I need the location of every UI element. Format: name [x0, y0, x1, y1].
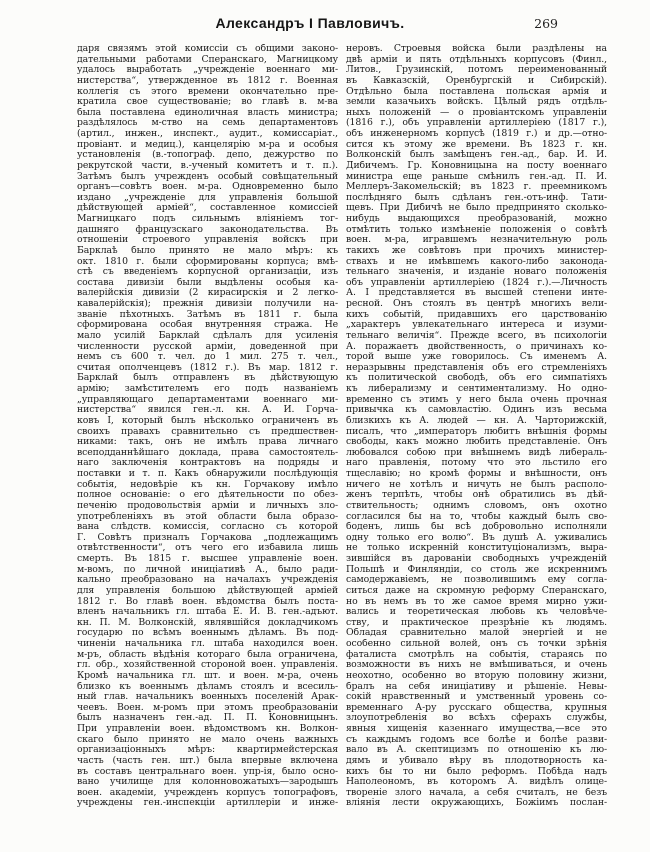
text-line: окт. 1810 г. были сформированы корпуса; вмѣ- — [77, 256, 338, 267]
text-line: съ каждымъ годомъ все болѣе и болѣе разви- — [346, 734, 607, 745]
text-line: Г. Совѣтъ призналъ Горчакова „подлежащимъ — [77, 532, 338, 543]
text-line: издано „учрежденіе для управленія большой — [77, 192, 338, 203]
text-line: но въ немъ въ то же самое время мирно ужи- — [346, 596, 607, 607]
text-line: былъ назначенъ ген.-ад. П. П. Коновницынъ. — [77, 713, 338, 724]
text-line: Обладая сравнительно малой энергіей и не — [346, 628, 607, 639]
text-line: сокій нравственный и умственный уровень со- — [346, 692, 607, 703]
text-line: къ либерализму и сентиментализму. Но одно- — [346, 384, 607, 394]
text-line: „управляющаго департаментами военнаго ми- — [77, 394, 338, 405]
text-line: кратила свое существованіе; во главѣ в. м-ва — [77, 97, 338, 108]
text-line: неохотно, особенно во вторую половину жизни, — [346, 670, 607, 681]
text-line: согласился бы на то, чтобы каждый былъ сво- — [346, 511, 607, 522]
text-line: Барклай былъ отправленъ въ дѣйствующую — [77, 373, 338, 384]
page-number: 269 — [534, 16, 558, 31]
text-line: Магницкаго подъ сильнымъ вліяніемъ тог- — [77, 214, 338, 224]
text-line: скаго было принято не мало очень важныхъ — [77, 734, 338, 745]
text-line: дѣйствующей арміей“, составленное комиссіей — [77, 203, 338, 214]
text-line: считая ополченцевъ (1812 г.). Въ мар. 1812 г. — [77, 362, 338, 373]
text-line: отмѣтить только измѣненіе положенія о совѣтѣ — [346, 224, 607, 235]
text-line: наго правленія, потому что это льстило его — [346, 458, 607, 469]
text-line: кавалерійскія); прежнія дивизіи получили на- — [77, 299, 338, 309]
text-line: (1816 г.), объ управленіи артиллеріею (1817 г.), — [346, 118, 607, 129]
text-line: Польшѣ и Финляндіи, со столь же искреннимъ — [346, 564, 607, 575]
text-line: нистерства“, утвержденное въ 1812 г. Военная — [77, 75, 338, 86]
text-line: поставки и т. п. Какъ обнаружили послѣдующія — [77, 469, 338, 479]
text-line: особенно сильной волей, онъ съ точки зрѣнія — [346, 639, 607, 649]
text-line: ныхъ положеній — о провіантскомъ управленіи — [346, 107, 607, 118]
text-line: близкихъ къ А. людей — кн. А. Чарторижскій, — [346, 415, 607, 426]
text-line: сформирована особая внутренняя стража. Не — [77, 320, 338, 331]
text-line: отношеніи строевого управленія войскъ при — [77, 235, 338, 246]
text-line: нибудь выдающихся преобразованій, можно — [346, 214, 607, 224]
text-line: Отдѣльно была поставлена польская армія и — [346, 86, 607, 97]
text-line: учреждены ген.-инспекціи артиллеріи и инже- — [77, 798, 338, 809]
text-line: ствительность; однимъ словомъ, онъ охотно — [346, 500, 607, 511]
text-line: вались и теоретическая любовь къ человѣче- — [346, 607, 607, 618]
text-line: кально преобразовано на началахъ учрежденія — [77, 575, 338, 586]
text-line: временно съ этимъ у него была очень прочная — [346, 394, 607, 405]
text-line: самодержавіемъ, не позволившимъ ему согла- — [346, 575, 607, 586]
text-line: ситься даже на скромную реформу Сперанскаго, — [346, 585, 607, 596]
text-line: послѣдняго былъ сдѣланъ ген.-отъ-инф. Тати- — [346, 192, 607, 203]
text-line: состава дивизіи были выдѣлены особыя ка- — [77, 277, 338, 288]
text-line: ресной. Онъ стоялъ въ центрѣ многихъ вели- — [346, 299, 607, 309]
text-line: сится къ этому же времени. Въ 1823 г. кн. — [346, 139, 607, 150]
text-line: любовался собою при внѣшнемъ видѣ либераль- — [346, 447, 607, 458]
text-line: часть (часть ген. шт.) была впервые включена — [77, 755, 338, 766]
text-line: кихъ событій, придавшихъ его царствованію — [346, 309, 607, 320]
text-line: При управленіи воен. вѣдомствомъ кн. Волкон- — [77, 724, 338, 734]
text-line: (артил., инжен., инспект., аудит., комиссаріат., — [77, 129, 338, 139]
text-line: событія, недовѣріе къ кн. Горчакову имѣло — [77, 479, 338, 490]
text-line: одну только его волю“. Въ душѣ А. уживались — [346, 532, 607, 543]
text-line: „характеръ увлекательнаго интереса и изуми- — [346, 320, 607, 331]
text-line: немъ съ 600 т. чел. до 1 мил. 275 т. чел., — [77, 352, 338, 363]
text-line: даря связямъ этой комиссіи съ общими законо- — [77, 44, 338, 54]
text-line: не только искренній конституціонализмъ, выра- — [346, 543, 607, 554]
text-line: организаціонныхъ мѣръ: квартирмейстерская — [77, 745, 338, 756]
text-line: временнаго А-ру русскаго общества, крупныя — [346, 702, 607, 713]
text-line: вленъ начальникъ гл. штаба Е. И. В. ген.-адъют. — [77, 607, 338, 618]
text-line: Литов., Грузинскій, потомъ переименованный — [346, 65, 607, 76]
text-line: твореніе злого начала, а себя считалъ, не безъ — [346, 787, 607, 798]
text-line: ный глав. начальникъ военныхъ поселеній Арак- — [77, 692, 338, 703]
text-line: вало въ А. скептицизмъ по отношенію къ лю- — [346, 745, 607, 756]
text-line: Дибичемъ. Гр. Коновницына на посту военнаго — [346, 160, 607, 171]
text-line: Кромѣ начальника гл. шт. и воен. м-ра, очень — [77, 670, 338, 681]
text-line: кн. П. М. Волконскій, являвшійся докладчикомъ — [77, 617, 338, 628]
text-line: печенію продовольствія арміи и личныхъ зло- — [77, 500, 338, 511]
text-line: смерть. Въ 1815 г. высшее управленіе воен. — [77, 554, 338, 564]
text-line: объ инженерномъ корпусѣ (1819 г.) и др.—отно- — [346, 129, 607, 139]
text-line: коллегія съ этого времени окончательно пре- — [77, 86, 338, 97]
text-line: чеевъ. Воен. м-ромъ при этомъ преобразованіи — [77, 702, 338, 713]
text-line: 1812 г. Во главѣ воен. вѣдомства былъ поста- — [77, 596, 338, 607]
text-line: чиненіи начальника гл. штаба находился воен. — [77, 639, 338, 649]
text-line: вліянія лести окружающихъ, Божіимъ послан- — [346, 798, 607, 809]
text-line: близко къ военнымъ дѣламъ стоялъ и всесиль- — [77, 681, 338, 692]
text-line: полное основаніе: о его дѣятельности по обез- — [77, 490, 338, 501]
text-line: валерійскія дивизіи (2 кирасирскія и 2 легко- — [77, 288, 338, 299]
text-line: отвѣтственности“, отъ чего его избавила лишь — [77, 543, 338, 554]
text-line: тельнаго величія“. Прежде всего, въ психологіи — [346, 330, 607, 341]
text-line: Затѣмъ былъ учрежденъ особый совѣщательный — [77, 171, 338, 182]
text-line: ству, и практическое презрѣніе къ людямъ. — [346, 617, 607, 628]
text-line: въ составъ центральнаго воен. упр-ія, было осно- — [77, 766, 338, 777]
text-line: была поставлена единоличная власть министра; — [77, 107, 338, 118]
text-line: всеподданнѣйшаго доклада, права самостоятель- — [77, 447, 338, 458]
text-line: зившійся въ дарованіи свободныхъ учрежденій — [346, 554, 607, 564]
text-line: званіе пѣхотныхъ. Затѣмъ въ 1811 г. была — [77, 309, 338, 320]
text-line: ковъ I, который былъ нѣсколько ограниченъ въ — [77, 415, 338, 426]
text-line: злоупотребленія во всѣхъ сферахъ службы, — [346, 713, 607, 724]
text-line: явныя хищенія казеннаго имущества,—все это — [346, 724, 607, 734]
text-line: бралъ на себя иниціативу и рѣшеніе. Невы- — [346, 681, 607, 692]
text-line: женъ терпѣть, чтобы онѣ обратились въ дѣй- — [346, 490, 607, 501]
text-line: тельнаго значенія, и изданіе новаго положенія — [346, 267, 607, 278]
text-line: мало усилій Барклай сдѣлалъ для усиленія — [77, 330, 338, 341]
text-line: установленія (в.-топограф. депо, дежурство по — [77, 150, 338, 161]
text-line: министра еще раньше смѣнилъ ген.-ад. П. И. — [346, 171, 607, 182]
text-line: привычка къ самовластію. Одинъ изъ весьма — [346, 405, 607, 416]
text-line: въ Кавказскій, Оренбургскій и Сибирскій). — [346, 75, 607, 86]
text-columns — [77, 44, 607, 809]
text-line: стѣ съ введеніемъ корпусной организаціи, изъ — [77, 267, 338, 278]
text-line: гл. обр., хозяйственной стороной воен. управленія. — [77, 660, 338, 671]
text-line: государю по всѣмъ военнымъ дѣламъ. Въ под- — [77, 628, 338, 639]
text-line: свободы, какъ можно любить представленіе. Онъ — [346, 437, 607, 448]
text-line: двѣ арміи и пять отдѣльныхъ корпусовъ (Финл., — [346, 54, 607, 65]
right-column — [346, 44, 607, 809]
text-line: воен. академіи, учрежденъ корпусъ топографовъ, — [77, 787, 338, 798]
text-line: своихъ правахъ сравнительно съ предшествен- — [77, 426, 338, 437]
text-line: нистерства“ явился ген.-л. кн. А. И. Горча- — [77, 405, 338, 416]
text-line: ничего не хотѣлъ и ничуть не былъ располо- — [346, 479, 607, 490]
text-line: Волконскій былъ замѣщенъ ген.-ад., бар. И. И. — [346, 150, 607, 161]
text-line: тщеславію; но кромѣ формы и внѣшности, онъ — [346, 469, 607, 479]
text-line: дательными работами Сперанскаго, Магницкому — [77, 54, 338, 65]
text-line: такихъ же совѣтовъ при прочихъ министер- — [346, 245, 607, 256]
text-line: вана слѣдств. комиссія, согласно съ которой — [77, 522, 338, 533]
text-line: рекрутской части, в.-ученый комитетъ и т. п.). — [77, 160, 338, 171]
text-line: наго заключенія контрактовъ на подряды и — [77, 458, 338, 469]
left-column — [77, 44, 338, 809]
text-line: неровъ. Строевыя войска были раздѣлены на — [346, 44, 607, 54]
text-line: никами: такъ, онъ не имѣлъ права личнаго — [77, 437, 338, 448]
text-line: неразрывны представленія объ его стремленіяхъ — [346, 362, 607, 373]
text-line: м-вомъ, по личной иниціативѣ А., было ради- — [77, 564, 338, 575]
text-line: ствахъ и не имѣвшемъ какого-либо законода- — [346, 256, 607, 267]
text-line: объ управленіи артиллеріею (1824 г.).—Личность — [346, 277, 607, 288]
text-line: фаталиста смотрѣлъ на событія, стараясь по — [346, 649, 607, 660]
text-line: писалъ, что „императоръ любитъ внѣшнія формы — [346, 426, 607, 437]
text-line: м-ръ, область вѣдѣнія котораго была ограничена, — [77, 649, 338, 660]
text-line: воен. м-ра, игравшемъ незначительную роль — [346, 235, 607, 246]
text-line: А. поражаетъ двойственность, о причинахъ ко- — [346, 341, 607, 352]
text-line: А. I представляется въ высшей степени инте- — [346, 288, 607, 299]
text-line: для управленія большою дѣйствующей арміей — [77, 585, 338, 596]
text-line: провіант. и медиц.), канцелярію м-ра и особыя — [77, 139, 338, 150]
text-line: кихъ бы то ни было реформъ. Побѣда надъ — [346, 766, 607, 777]
running-head-title: Александръ I Павловичъ. — [215, 15, 405, 31]
text-line: возможности въ нихъ не вмѣшиваться, и очень — [346, 660, 607, 671]
text-line: земли казачьихъ войскъ. Цѣлый рядъ отдѣль- — [346, 97, 607, 108]
text-line: щевъ. При Дибичѣ не было предпринято сколько- — [346, 203, 607, 214]
text-line: Наполеономъ, въ которомъ А. видѣлъ олице- — [346, 777, 607, 788]
text-line: къ политической свободѣ, объ его симпатіяхъ — [346, 373, 607, 384]
text-line: вано училище для колонновожатыхъ—зародышъ — [77, 777, 338, 788]
text-line: органъ—совѣтъ воен. м-ра. Одновременно было — [77, 182, 338, 193]
text-line: численности русской арміи, доведенной при — [77, 341, 338, 352]
text-line: боденъ, лишь бы всѣ добровольно исполняли — [346, 522, 607, 533]
text-line: дямъ и убивало вѣру въ плодотворность ка- — [346, 755, 607, 766]
text-line: дашняго французскаго законодательства. Въ — [77, 224, 338, 235]
text-line: употребленіяхъ въ этой области была образо- — [77, 511, 338, 522]
text-line: торой выше уже говорилось. Съ именемъ А. — [346, 352, 607, 363]
text-line: Меллеръ-Закомельскій; въ 1823 г. преемникомъ — [346, 182, 607, 193]
text-line: удалось выработать „учрежденіе военнаго ми- — [77, 65, 338, 76]
text-line: Барклаѣ было принято не мало мѣръ: къ — [77, 245, 338, 256]
text-line: раздѣлялось м-ство на семь департаментовъ — [77, 118, 338, 129]
text-line: армію; замѣстителемъ его подъ названіемъ — [77, 384, 338, 394]
